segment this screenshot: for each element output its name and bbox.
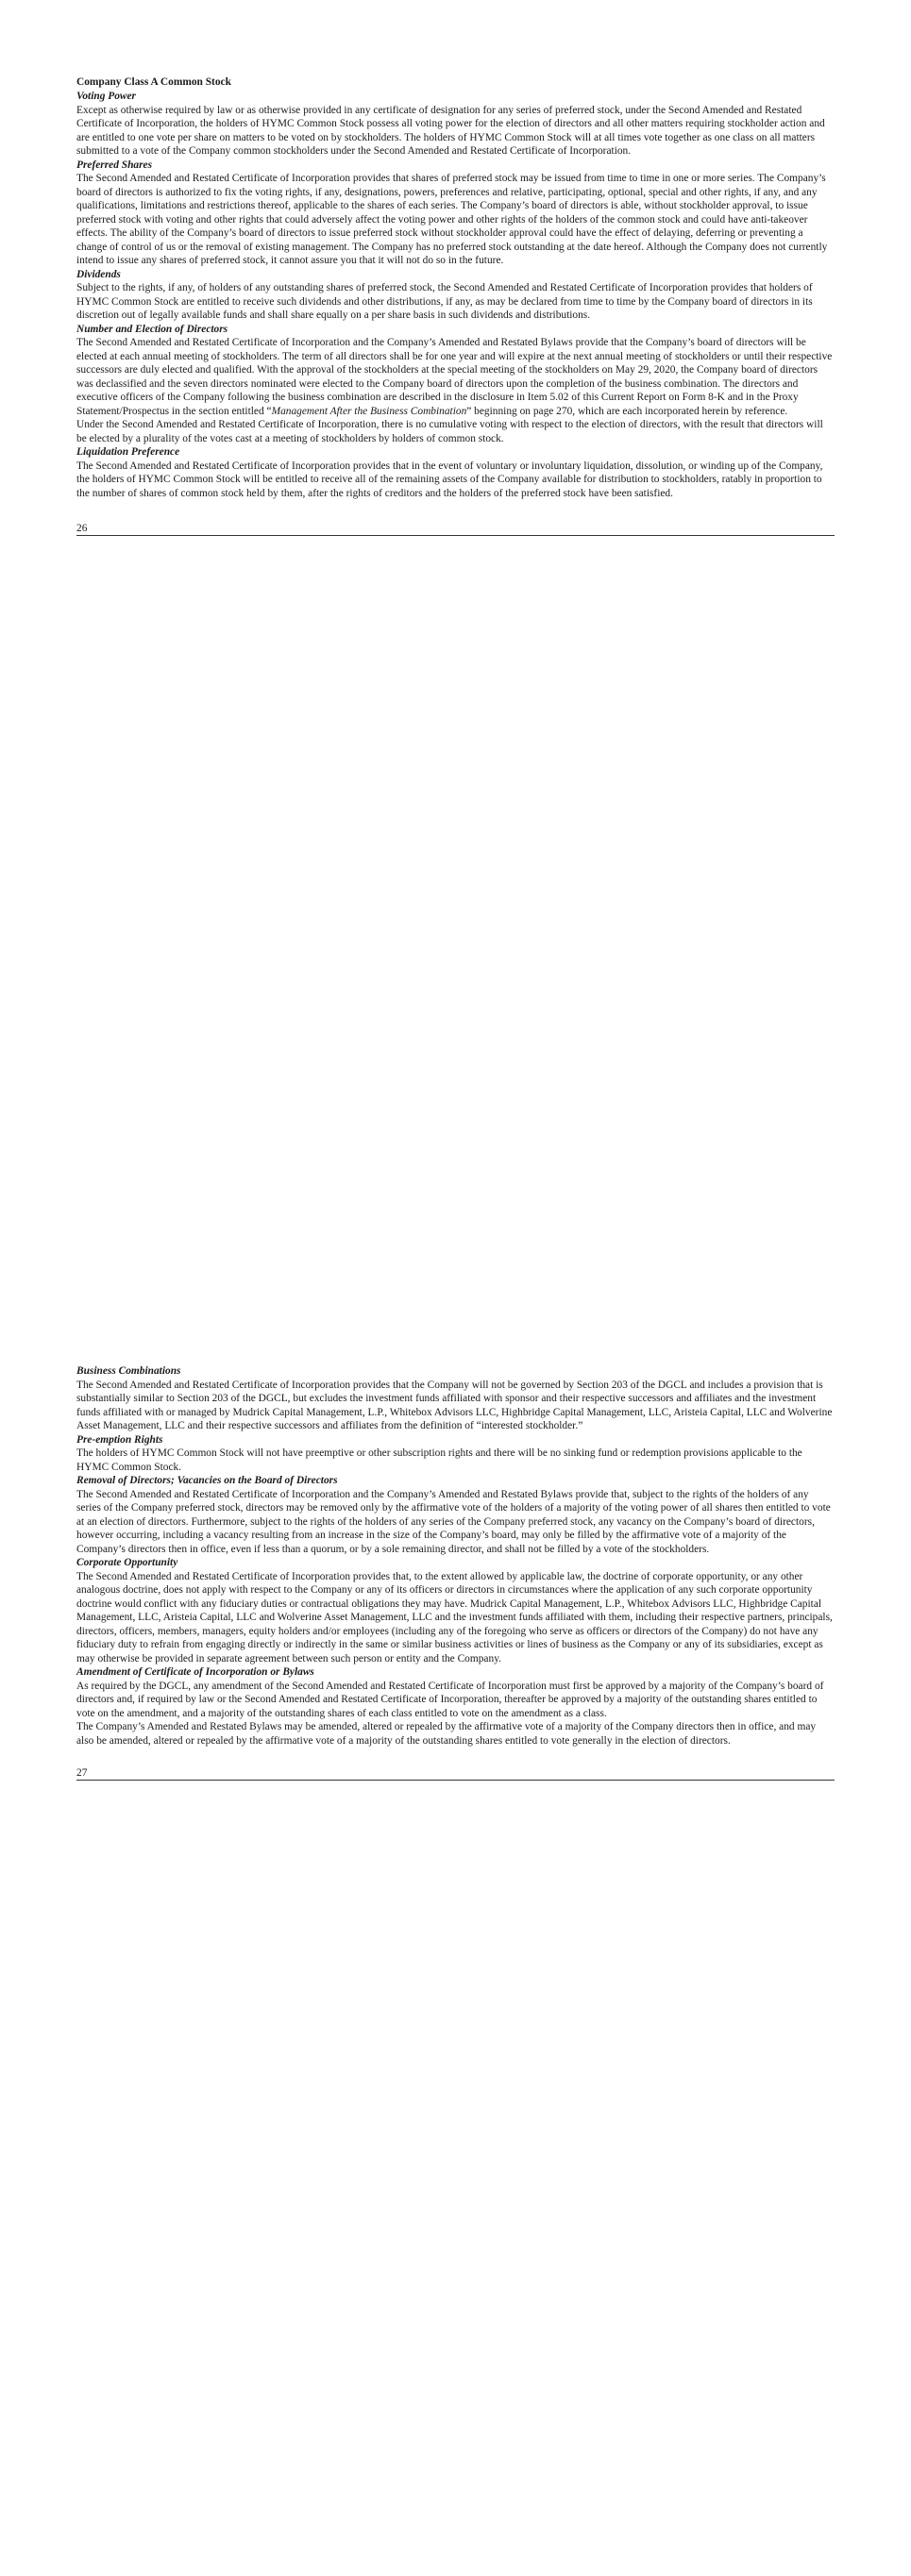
corporate-opportunity-heading: Corporate Opportunity	[76, 1557, 178, 1568]
number-election-cross-reference: Management After the Business Combination	[271, 405, 467, 417]
voting-power-paragraph: Except as otherwise required by law or as otherwise provided in any certificate of designation for any series of preferred stock, under the Second Amended and Restated Certificate of Incorporation, the holders of HYMC Common Stock possess all voting power for the election of directors and all other matters requiring stockholder action and are entitled to one vote per share on matters to be voted on by stockholders. The holders of HYMC Common Stock will at all times vote together as one class on all matters submitted to a vote of the Company common stockholders under the Second Amended and Restated Certificate of Incorporation.	[76, 104, 825, 157]
page-number: 26	[76, 523, 88, 534]
preemption-heading: Pre-emption Rights	[76, 1433, 163, 1446]
preferred-shares-heading: Preferred Shares	[76, 159, 153, 171]
number-election-text-part1: The Second Amended and Restated Certificate of Incorporation and the Company’s Amended and Restated Bylaws provide that the Company’s board of directors will be elected at each annual meeting of stockholders. The term of all directors shall be for one year and will expire at the next annual meeting of stockholders or until their respective successors are duly elected and qualified. With the approval of the stockholders at the special meeting of the stockholders on May 29, 2020, the Company board of directors was declassified and the seven directors nominated were elected to the Company board of directors upon the completion of the business combination. The directors and executive officers of the Company following the business combination are described in the disclosure in Item 5.02 of this Current Report on Form 8-K and in the Proxy Statement/Prospectus in the section entitled “	[76, 337, 833, 417]
business-combinations-heading: Business Combinations	[76, 1365, 181, 1377]
number-election-text-part2: ” beginning on page 270, which are each incorporated herein by reference.	[466, 405, 788, 417]
document-page-26	[76, 75, 835, 536]
page-number: 27	[76, 1767, 88, 1779]
page-divider	[76, 535, 835, 536]
removal-heading: Removal of Directors; Vacancies on the Board of Directors	[76, 1475, 338, 1486]
dividends-paragraph: Subject to the rights, if any, of holders of any outstanding shares of preferred stock, the Second Amended and Restated Certificate of Incorporation provides that holders of HYMC Common Stock are entitled to receive such dividends and other distributions, if any, as may be declared from time to time by the Company board of directors in its discretion out of legally available funds and shall share equally on a per share basis in such dividends and distributions.	[76, 282, 813, 321]
amendment-heading: Amendment of Certificate of Incorporation or Bylaws	[76, 1666, 314, 1678]
bylaws-amendment-paragraph: The Company’s Amended and Restated Bylaws may be amended, altered or repealed by the affirmative vote of a majority of the Company directors then in office, and may also be amended, altered or repealed by the affirmative vote of a majority of the outstanding shares entitled to vote generally in the election of directors.	[76, 1721, 817, 1747]
preemption-paragraph: The holders of HYMC Common Stock will not have preemptive or other subscription rights and there will be no sinking fund or redemption provisions applicable to the HYMC Common Stock.	[76, 1447, 802, 1473]
removal-paragraph: The Second Amended and Restated Certificate of Incorporation and the Company’s Amended and Restated Bylaws provide that, subject to the rights of the holders of any series of the Company preferred stock, directors may be removed only by the affirmative vote of the holders of a majority of the voting power of all shares then entitled to vote at an election of directors. Furthermore, subject to the rights of the holders of any series of the Company preferred stock, any vacancy on the Company’s board of directors, however occurring, including a vacancy resulting from an increase in the size of the Company’s board, may only be filled by the affirmative vote of a majority of the Company’s directors then in office, even if less than a quorum, or by a sole remaining director, and shall not be filled by a vote of the stockholders.	[76, 1488, 831, 1555]
preferred-shares-paragraph: The Second Amended and Restated Certificate of Incorporation provides that shares of preferred stock may be issued from time to time in one or more series. The Company’s board of directors is authorized to fix the voting rights, if any, designations, powers, preferences and relative, participating, optional, special and other rights, if any, and any qualifications, limitations and restrictions thereof, applicable to the shares of each series. The Company’s board of directors is able, without stockholder approval, to issue preferred stock with voting and other rights that could adversely affect the voting power and other rights of the holders of the common stock and could have anti-takeover effects. The ability of the Company’s board of directors to issue preferred stock without stockholder approval could have the effect of delaying, deferring or preventing a change of control of us or the removal of existing management. The Company has no preferred stock outstanding at the date hereof. Although the Company does not currently intend to issue any shares of preferred stock, it cannot assure you that it will not do so in the future.	[76, 173, 828, 266]
number-election-heading: Number and Election of Directors	[76, 323, 228, 335]
number-election-paragraph	[76, 336, 835, 418]
section-title: Company Class A Common Stock	[76, 76, 231, 88]
liquidation-paragraph: The Second Amended and Restated Certificate of Incorporation provides that in the event of voluntary or involuntary liquidation, dissolution, or winding up of the Company, the holders of HYMC Common Stock will be entitled to receive all of the remaining assets of the Company available for distribution to stockholders, ratably in proportion to the number of shares of common stock held by them, after the rights of creditors and the holders of the preferred stock have been satisfied.	[76, 460, 823, 499]
voting-power-heading: Voting Power	[76, 91, 136, 102]
liquidation-heading: Liquidation Preference	[76, 446, 180, 458]
dividends-heading: Dividends	[76, 268, 121, 280]
amendment-paragraph: As required by the DGCL, any amendment of the Second Amended and Restated Certificate of Incorporation must first be approved by a majority of the Company’s board of directors and, if required by law or the Second Amended and Restated Certificate of Incorporation, thereafter be approved by a majority of the outstanding shares entitled to vote on the amendment, and a majority of the outstanding shares of each class entitled to vote on the amendment as a class.	[76, 1680, 824, 1719]
business-combinations-paragraph: The Second Amended and Restated Certificate of Incorporation provides that the Company will not be governed by Section 203 of the DGCL and includes a provision that is substantially similar to Section 203 of the DGCL, but excludes the investment funds affiliated with sponsor and their respective successors and affiliates and the investment funds affiliated with or managed by Mudrick Capital Management, L.P., Whitebox Advisors LLC, Highbridge Capital Management, LLC, Aristeia Capital, LLC and Wolverine Asset Management, LLC and their respective successors and affiliates from the definition of “interested stockholder.”	[76, 1379, 833, 1431]
cumulative-voting-paragraph: Under the Second Amended and Restated Certificate of Incorporation, there is no cumulative voting with respect to the election of directors, with the result that directors will be elected by a plurality of the votes cast at a meeting of stockholders by holders of common stock.	[76, 419, 823, 444]
page-divider	[76, 1780, 835, 1781]
document-page-27	[76, 1364, 835, 1781]
corporate-opportunity-paragraph: The Second Amended and Restated Certificate of Incorporation provides that, to the extent allowed by applicable law, the doctrine of corporate opportunity, or any other analogous doctrine, does not apply with respect to the Company or any of its officers or directors in circumstances where the application of any such corporate opportunity doctrine would conflict with any fiduciary duties or contractual obligations they may have. Mudrick Capital Management, L.P., Whitebox Advisors LLC, Highbridge Capital Management, LLC, Aristeia Capital, LLC and Wolverine Asset Management, LLC and the investment funds affiliated with them, including their respective partners, principals, directors, officers, members, managers, equity holders and/or employees (including any of the foregoing who serve as officers or directors of the Company) do not have any fiduciary duty to refrain from engaging directly or indirectly in the same or similar business activities or lines of business as the Company or any of its subsidiaries, except as may otherwise be provided in separate agreement between such person or entity and the Company.	[76, 1570, 833, 1664]
